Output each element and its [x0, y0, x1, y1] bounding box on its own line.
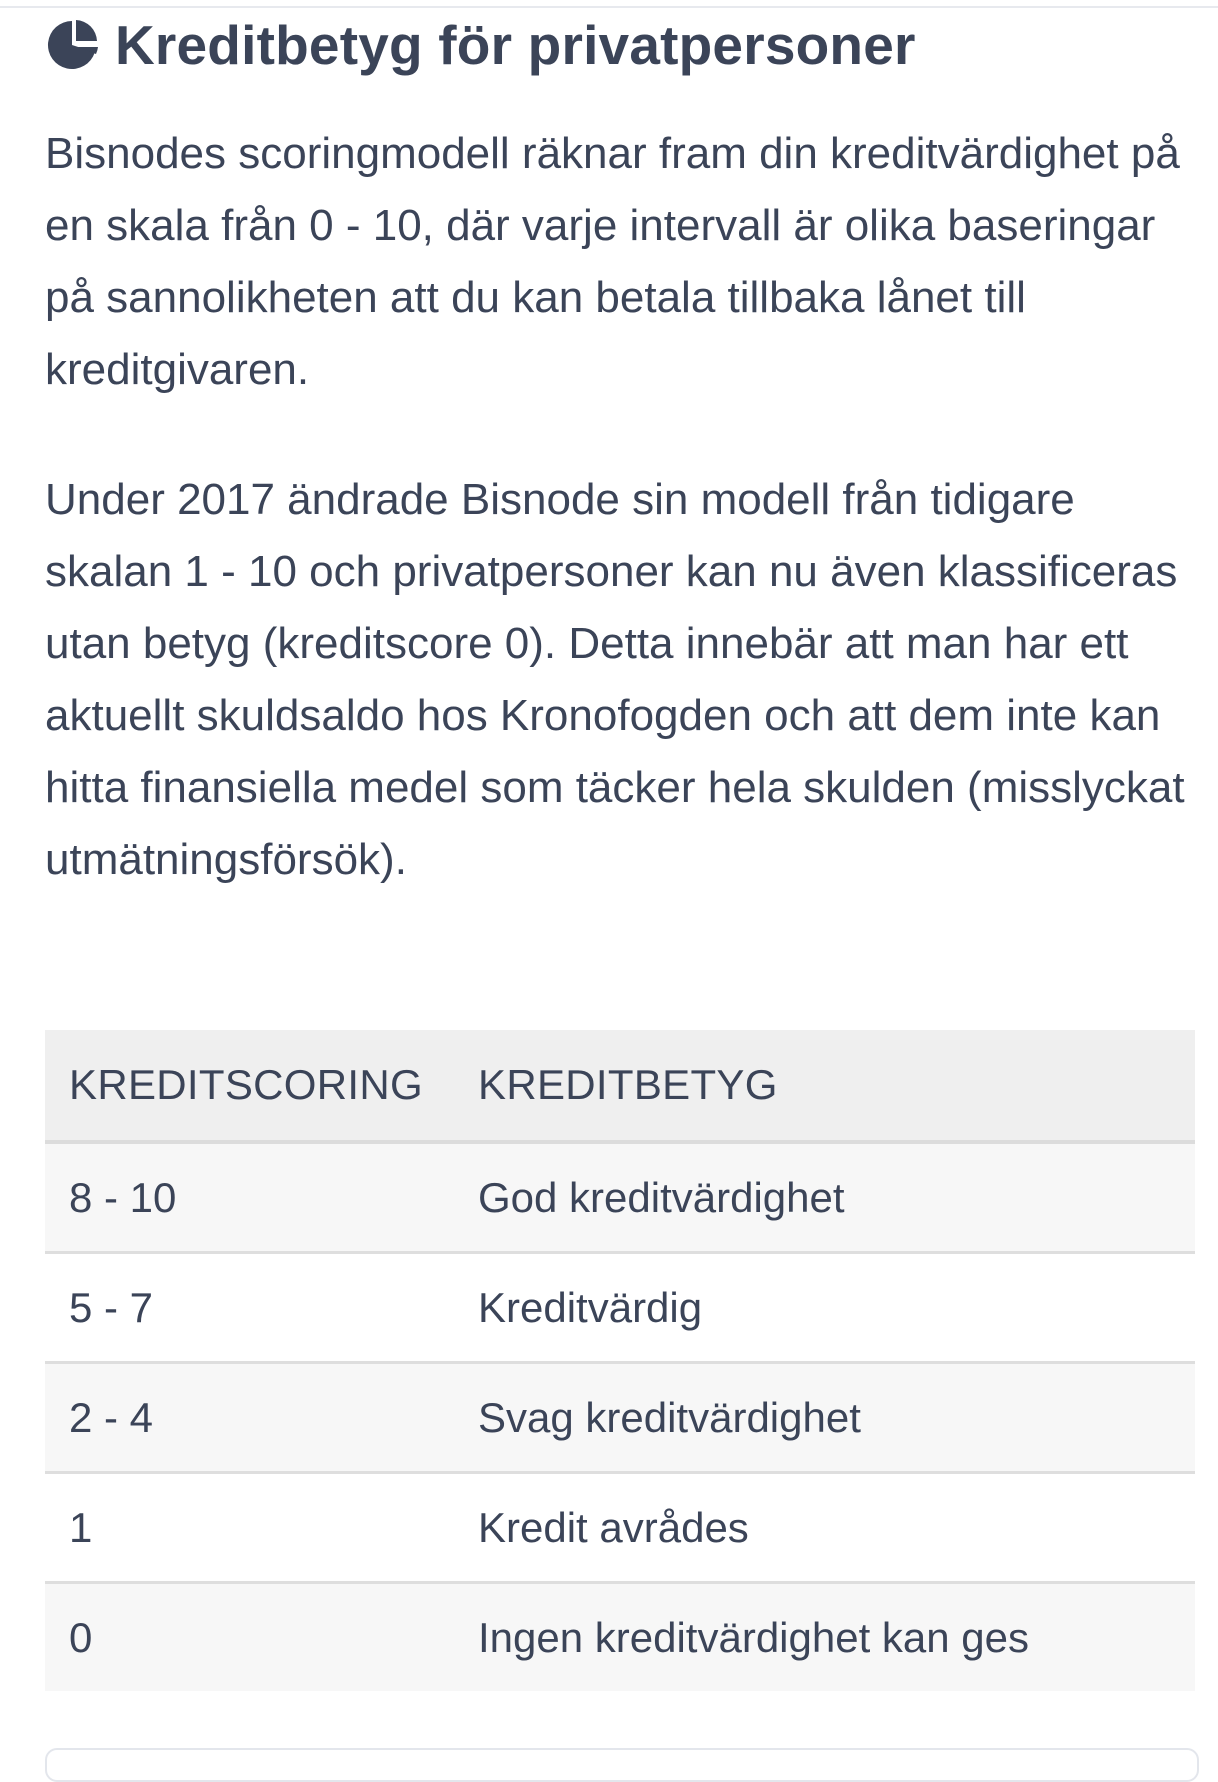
table-header-row [45, 1030, 1195, 1142]
intro-paragraph: Bisnodes scoringmodell räknar fram din kreditvärdighet på en skala från 0 - 10, där varje intervall är olika baseringar på sannolikheten att du kan betala tillbaka lånet till kreditgivaren. [45, 129, 1180, 394]
score-cell: 1 [45, 1473, 454, 1583]
section-heading [45, 14, 1195, 76]
rating-cell: Svag kreditvärdighet [454, 1363, 1195, 1473]
score-cell: 8 - 10 [45, 1142, 454, 1253]
table-row [45, 1253, 1195, 1363]
article-section [45, 0, 1195, 896]
score-cell: 5 - 7 [45, 1253, 454, 1363]
rating-cell: God kreditvärdighet [454, 1142, 1195, 1253]
table-row [45, 1142, 1195, 1253]
column-header-rating: KREDITBETYG [454, 1030, 1195, 1142]
pie-chart-icon [45, 18, 99, 72]
rating-cell: Kreditvärdig [454, 1253, 1195, 1363]
column-header-score: KREDITSCORING [45, 1030, 454, 1142]
model-change-paragraph: Under 2017 ändrade Bisnode sin modell från tidigare skalan 1 - 10 och privatpersoner kan nu även klassificeras utan betyg (kreditscore 0). Detta innebär att man har ett aktuellt skuldsaldo hos Kronofogden och att dem inte kan hitta finansiella medel som täcker hela skulden (misslyckat utmätningsförsök). [45, 475, 1185, 884]
table-row [45, 1473, 1195, 1583]
table-row [45, 1363, 1195, 1473]
rating-cell: Kredit avrådes [454, 1473, 1195, 1583]
next-card-edge [45, 1748, 1199, 1782]
credit-score-table [45, 1030, 1195, 1691]
rating-cell: Ingen kreditvärdighet kan ges [454, 1583, 1195, 1692]
table-row [45, 1583, 1195, 1692]
score-cell: 2 - 4 [45, 1363, 454, 1473]
score-cell: 0 [45, 1583, 454, 1692]
section-title: Kreditbetyg för privatpersoner [115, 14, 916, 76]
